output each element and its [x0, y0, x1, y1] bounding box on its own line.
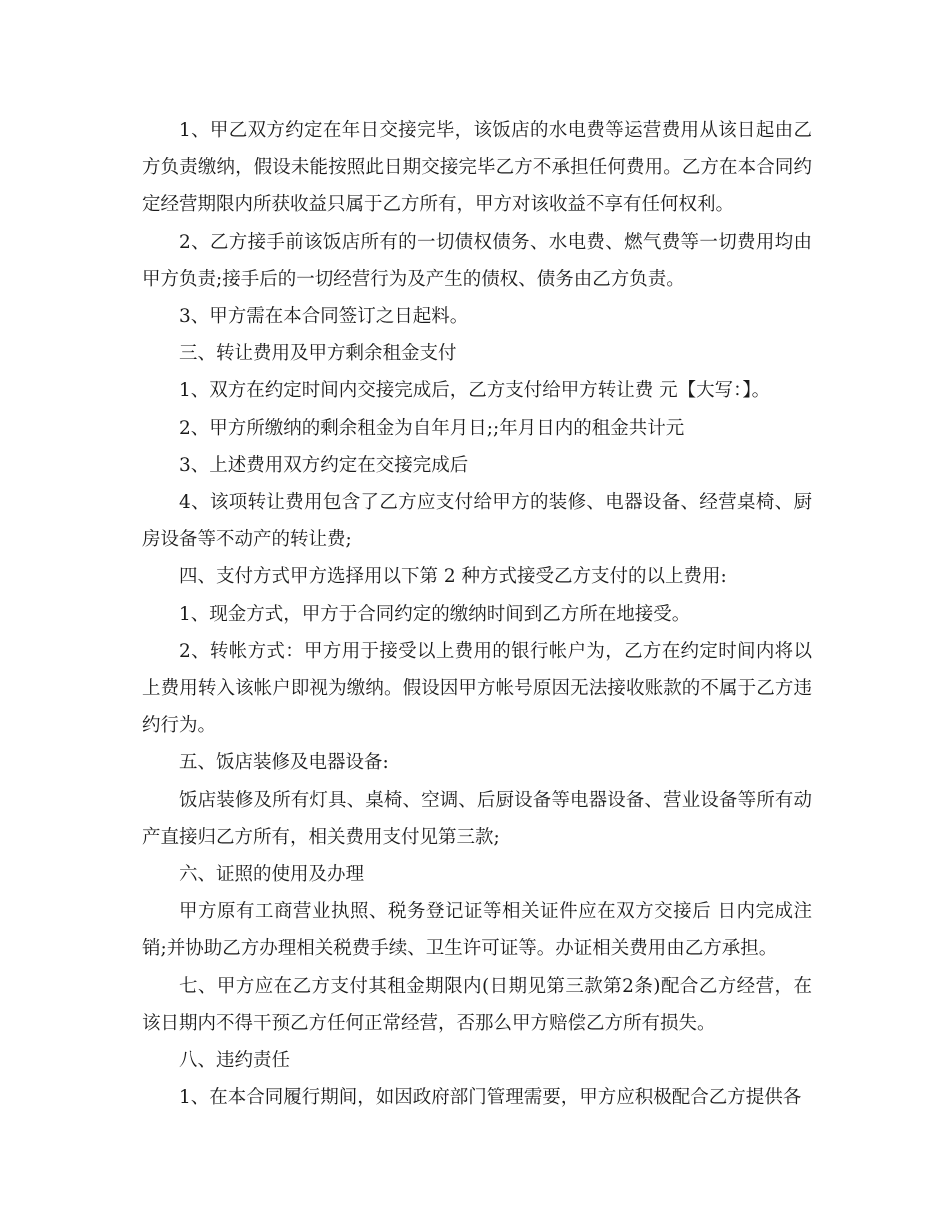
clause-transfer-payment: 2、转帐方式：甲方用于接受以上费用的银行帐户为，乙方在约定时间内将以上费用转入该帐户即视为缴纳。假设因甲方帐号原因无法接收账款的不属于乙方违约行为。: [142, 640, 812, 737]
clause-fee-includes: 4、该项转让费用包含了乙方应支付给甲方的装修、电器设备、经营桌椅、厨房设备等不动产的转让费;: [142, 492, 812, 551]
clause-signing-date: 3、甲方需在本合同签订之日起料。: [179, 306, 469, 328]
document-body: [142, 112, 812, 1116]
section-heading-cooperation: 七、甲方应在乙方支付其租金期限内(日期见第三款第2条)配合乙方经营，在该日期内不得干预乙方任何正常经营，否那么甲方赔偿乙方所有损失。: [142, 975, 812, 1034]
clause-handover-date: 1、甲乙双方约定在年日交接完毕，该饭店的水电费等运营费用从该日起由乙方负责缴纳，假设未能按照此日期交接完毕乙方不承担任何费用。乙方在本合同约定经营期限内所获收益只属于乙方所有，甲方对该收益不享有任何权利。: [142, 120, 812, 216]
section-heading-breach: 八、违约责任: [179, 1050, 291, 1072]
section-heading-decoration-equipment: 五、饭店装修及电器设备:: [179, 752, 389, 774]
section-heading-licenses: 六、证照的使用及办理: [179, 864, 365, 886]
clause-licenses: 甲方原有工商营业执照、税务登记证等相关证件应在双方交接后 日内完成注销;并协助乙方办理相关税费手续、卫生许可证等。办证相关费用由乙方承担。: [142, 901, 812, 960]
section-heading-payment-method: 四、支付方式甲方选择用以下第 2 种方式接受乙方支付的以上费用:: [179, 566, 727, 588]
clause-transfer-fee: 1、双方在约定时间内交接完成后，乙方支付给甲方转让费 元【大写：】。: [179, 380, 771, 402]
clause-government-requirements: 1、在本合同履行期间，如因政府部门管理需要，甲方应积极配合乙方提供各: [179, 1087, 802, 1109]
clause-cash-payment: 1、现金方式，甲方于合同约定的缴纳时间到乙方所在地接受。: [179, 603, 691, 625]
clause-remaining-rent: 2、甲方所缴纳的剩余租金为自年月日;;年月日内的租金共计元: [179, 417, 685, 439]
clause-fee-timing: 3、上述费用双方约定在交接完成后: [179, 454, 469, 476]
clause-debts-before-handover: 2、乙方接手前该饭店所有的一切债权债务、水电费、燃气费等一切费用均由甲方负责;接手后的一切经营行为及产生的债权、债务由乙方负责。: [142, 231, 812, 290]
clause-decoration-equipment: 饭店装修及所有灯具、桌椅、空调、后厨设备等电器设备、营业设备等所有动产直接归乙方所有，相关费用支付见第三款;: [142, 789, 812, 848]
section-heading-transfer-fee: 三、转让费用及甲方剩余租金支付: [179, 343, 457, 365]
